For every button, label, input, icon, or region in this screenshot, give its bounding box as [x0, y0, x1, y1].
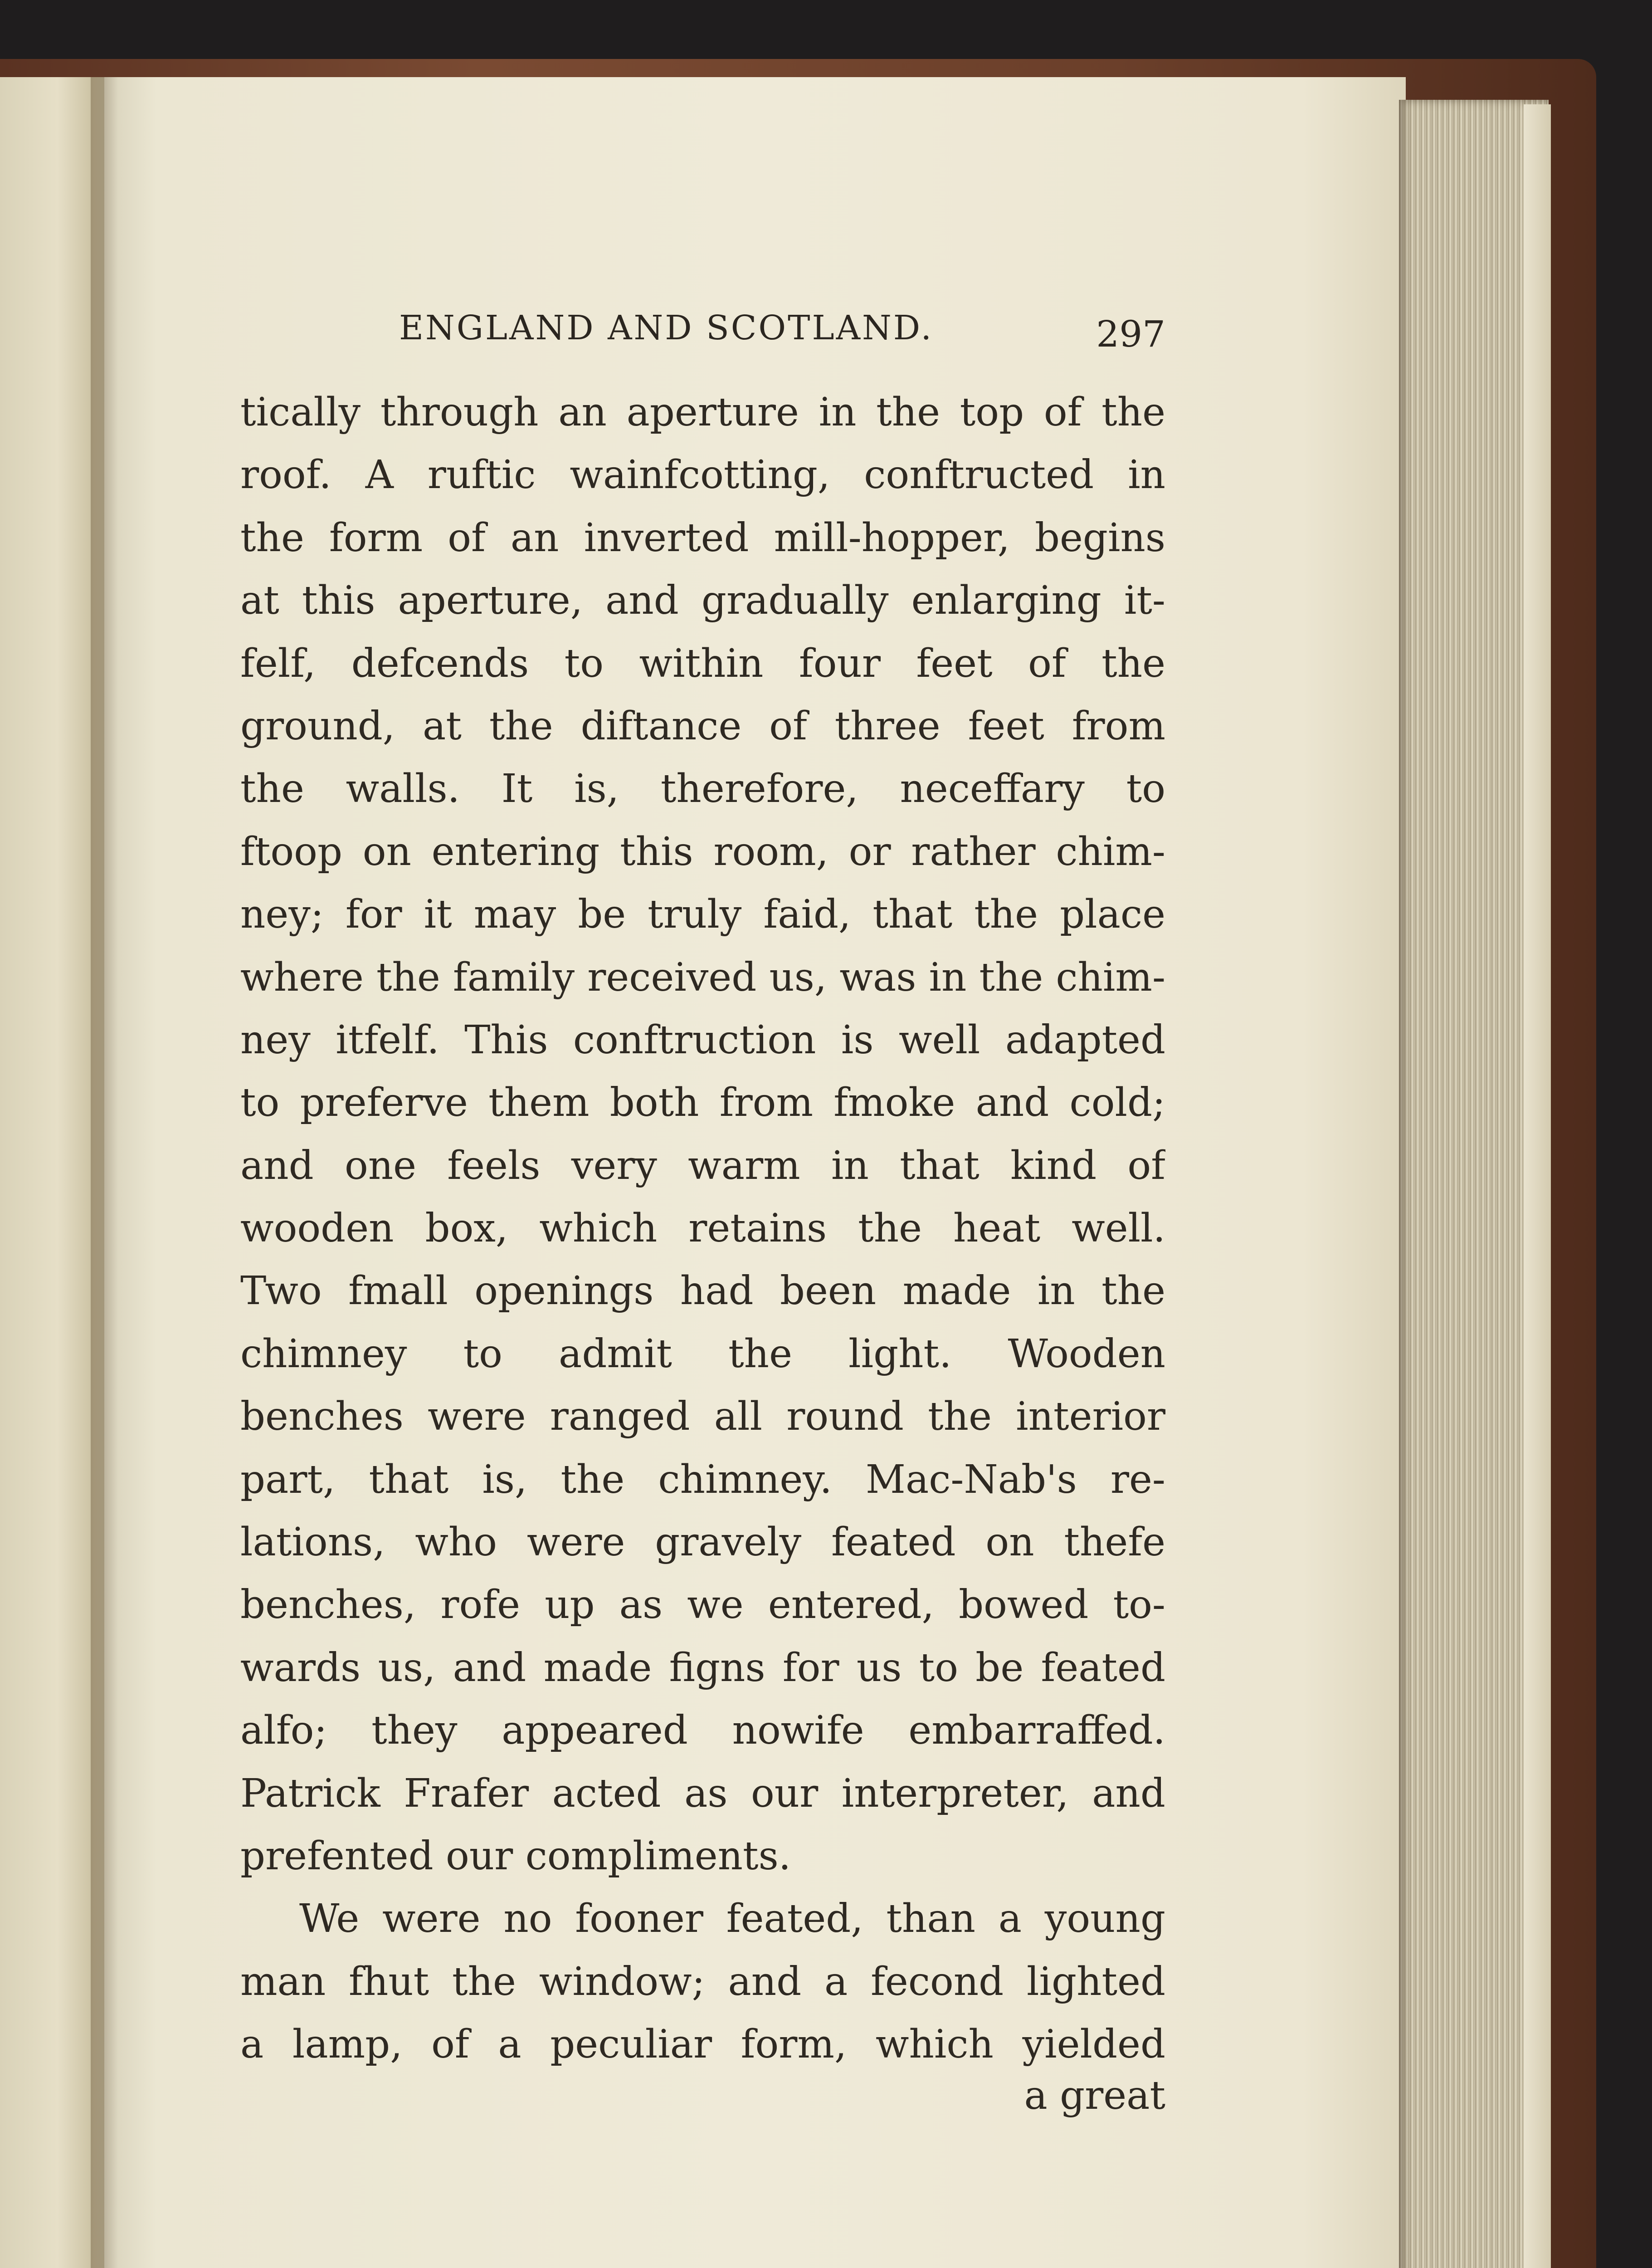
text-line: alfo; they appeared nowife embarraffed.: [240, 1708, 1165, 1754]
text-line: prefented our compliments.: [240, 1833, 791, 1879]
catchword: a great: [1024, 2073, 1165, 2118]
text-line: Patrick Frafer acted as our interpreter, and: [240, 1770, 1165, 1816]
text-line: the walls. It is, therefore, neceffary to: [240, 766, 1165, 812]
gutter-shadow: [91, 77, 118, 2268]
text-line: ground, at the diftance of three feet from: [240, 703, 1165, 749]
page-edges-outer: [1524, 104, 1551, 2268]
text-line: benches, rofe up as we entered, bowed to-: [240, 1582, 1165, 1628]
text-line: wards us, and made figns for us to be feated: [240, 1645, 1165, 1691]
left-page-edge: [0, 77, 104, 2268]
text-line: and one feels very warm in that kind of: [240, 1143, 1165, 1188]
text-line: felf, defcends to within four feet of the: [240, 640, 1165, 686]
text-line: ney itfelf. This conftruction is well adapted: [240, 1017, 1165, 1063]
text-line: benches were ranged all round the interior: [240, 1394, 1165, 1440]
body-text: [240, 381, 1165, 2076]
text-line: lations, who were gravely feated on thefe: [240, 1520, 1165, 1565]
text-line: to preferve them both from fmoke and cold;: [240, 1080, 1165, 1126]
text-line: part, that is, the chimney. Mac-Nab's re-: [240, 1457, 1165, 1502]
text-line: tically through an aperture in the top of the: [240, 390, 1165, 435]
text-line: Two fmall openings had been made in the: [240, 1268, 1165, 1314]
text-line: ftoop on entering this room, or rather chim-: [240, 829, 1165, 875]
text-line: roof. A ruftic wainfcotting, conftructed in: [240, 452, 1165, 498]
running-head: ENGLAND AND SCOTLAND.: [399, 308, 933, 347]
text-line: man fhut the window; and a fecond lighted: [240, 1959, 1165, 2004]
text-line: chimney to admit the light. Wooden: [240, 1331, 1165, 1377]
text-line: ney; for it may be truly faid, that the place: [240, 892, 1165, 938]
text-line: We were no fooner feated, than a young: [299, 1896, 1165, 1942]
text-line: a lamp, of a peculiar form, which yielded: [240, 2022, 1165, 2068]
text-line: wooden box, which retains the heat well.: [240, 1206, 1165, 1251]
text-line: the form of an inverted mill-hopper, begins: [240, 515, 1165, 561]
page-number: 297: [1096, 313, 1165, 355]
text-line: where the family received us, was in the chim-: [240, 954, 1165, 1000]
text-line: at this aperture, and gradually enlarging it-: [240, 578, 1165, 624]
